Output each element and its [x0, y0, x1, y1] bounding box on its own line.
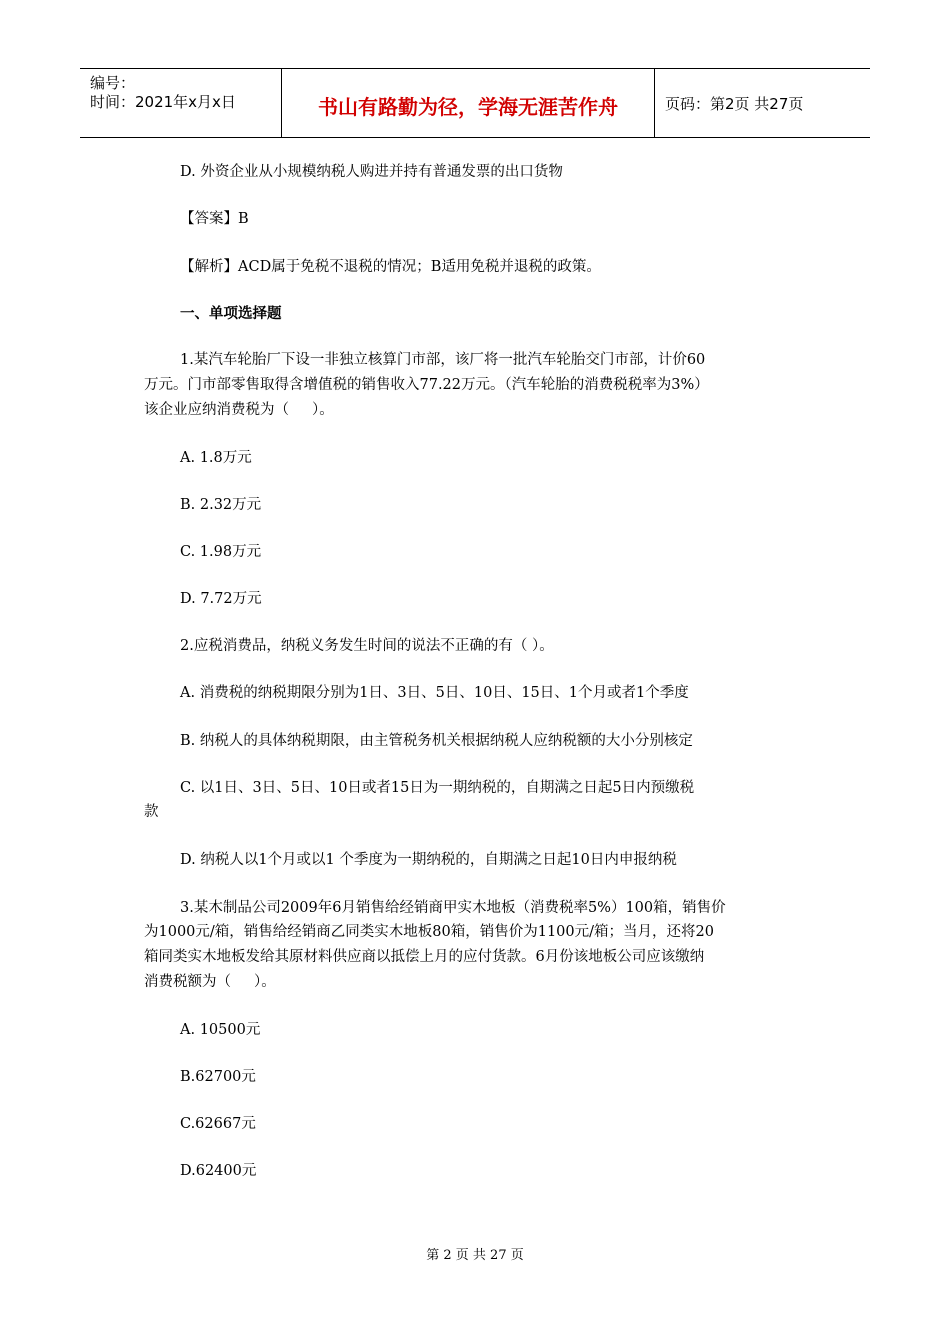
q1-option-d: D. 7.72万元 — [180, 591, 262, 607]
header-motto-cell — [281, 69, 655, 137]
q1-option-c: C. 1.98万元 — [180, 544, 262, 560]
page-info: 页码：第2页 共27页 — [665, 95, 804, 113]
q3-stem-line-2: 为1000元/箱，销售给经销商乙同类实木地板80箱，销售价为1100元/箱；当月，还将20 — [144, 924, 714, 940]
page-footer: 第 2 页 共 27 页 — [426, 1248, 524, 1263]
q2-option-b: B. 纳税人的具体纳税期限，由主管税务机关根据纳税人应纳税额的大小分别核定 — [180, 733, 693, 749]
q1-option-a: A. 1.8万元 — [180, 450, 252, 466]
header-page-cell — [655, 69, 870, 137]
q3-option-b: B.62700元 — [180, 1069, 256, 1085]
q3-stem-line-4: 消费税额为（ ）。 — [144, 974, 276, 990]
number-label: 编号： — [90, 74, 136, 92]
q1-stem-line-2: 万元。门市部零售取得含增值税的销售收入77.22万元。（汽车轮胎的消费税税率为3%） — [144, 377, 709, 393]
q2-option-d: D. 纳税人以1个月或以1 个季度为一期纳税的，自期满之日起10日内申报纳税 — [180, 852, 677, 868]
q1-stem-line-3: 该企业应纳消费税为（ ）。 — [144, 402, 334, 418]
q3-stem-line-3: 箱同类实木地板发给其原材料供应商以抵偿上月的应付货款。6月份该地板公司应该缴纳 — [144, 949, 705, 965]
q3-stem-line-1: 3.某木制品公司2009年6月销售给经销商甲实木地板（消费税率5%）100箱，销售价 — [180, 900, 726, 916]
section-title: 一、单项选择题 — [180, 305, 282, 322]
prev-analysis: 【解析】ACD属于免税不退税的情况；B适用免税并退税的政策。 — [180, 259, 601, 275]
q2-option-a: A. 消费税的纳税期限分别为1日、3日、5日、10日、15日、1个月或者1个季度 — [180, 685, 689, 701]
header-meta-cell — [80, 69, 281, 137]
date-label: 时间：2021年x月x日 — [90, 93, 236, 111]
motto: 书山有路勤为径，学海无涯苦作舟 — [318, 95, 618, 119]
q3-option-d: D.62400元 — [180, 1163, 257, 1179]
q2-option-c-line-2: 款 — [144, 804, 159, 820]
q3-option-c: C.62667元 — [180, 1116, 256, 1132]
q2-option-c-line-1: C. 以1日、3日、5日、10日或者15日为一期纳税的，自期满之日起5日内预缴税 — [180, 780, 695, 796]
q2-stem: 2.应税消费品，纳税义务发生时间的说法不正确的有（ ）。 — [180, 638, 554, 654]
page-header — [80, 68, 870, 138]
prev-answer: 【答案】B — [180, 211, 249, 227]
q1-option-b: B. 2.32万元 — [180, 497, 262, 513]
q1-stem-line-1: 1.某汽车轮胎厂下设一非独立核算门市部，该厂将一批汽车轮胎交门市部，计价60 — [180, 352, 706, 368]
q3-option-a: A. 10500元 — [180, 1022, 261, 1038]
prev-option-d: D. 外资企业从小规模纳税人购进并持有普通发票的出口货物 — [180, 164, 563, 180]
